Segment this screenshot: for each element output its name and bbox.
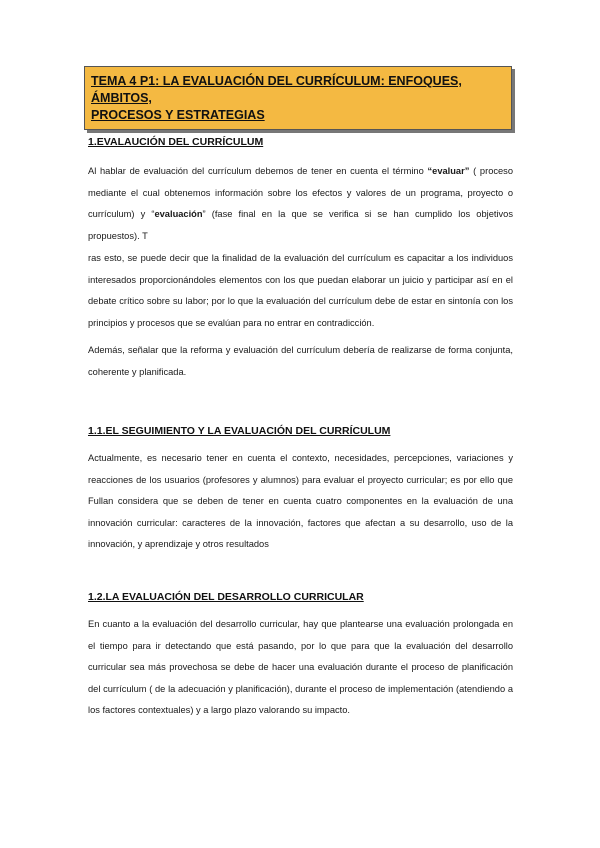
document-title — [84, 66, 512, 130]
section-1-1-paragraph-1: Actualmente, es necesario tener en cuenta el contexto, necesidades, percepciones, variaciones y reacciones de los usuarios (profesores y alumnos) para evaluar el proyecto curricular; es por ello que Fullan considera que se deben de tener en cuenta cuatro componentes en la evaluación de una innovación curricular: caracteres de la innovación, factores que afectan a su desarrollo, uso de la innovación, y aprendizaje y otros resultados — [88, 453, 513, 549]
section-1-paragraph-3: Además, señalar que la reforma y evaluación del currículum debería de realizarse de forma conjunta, coherente y planificada. — [88, 345, 513, 377]
text-run: ” (fase final en la que se verifica si se han cumplido los objetivos propuestos). T — [88, 209, 513, 241]
section-1-2-heading: 1.2.LA EVALUACIÓN DEL DESARROLLO CURRICULAR — [88, 591, 364, 603]
title-line-1: TEMA 4 P1: LA EVALUACIÓN DEL CURRÍCULUM: ENFOQUES, ÁMBITOS, — [91, 74, 462, 105]
text-run: Al hablar de evaluación del currículum debemos de tener en cuenta el término — [88, 166, 428, 176]
section-1-paragraph-2: ras esto, se puede decir que la finalidad de la evaluación del currículum es capacitar a los individuos interesados proporcionándoles elementos con los que puedan elaborar un juicio y participar así en el debate crítico sobre su labor; por lo que la evaluación del currículum debe de estar en sintonía con los principios y procesos que se evalúan para no entrar en contradicción. — [88, 253, 513, 328]
title-line-2: PROCESOS Y ESTRATEGIAS — [91, 108, 265, 122]
section-1-paragraph-1 — [88, 161, 513, 247]
text-run: ( proceso mediante el cual obtenemos información sobre los efectos y valores de un programa, proyecto o currículum) y “ — [88, 166, 513, 219]
section-1-heading: 1.EVALAUCIÓN DEL CURRÍCULUM — [88, 136, 264, 148]
section-1-2-paragraph-1: En cuanto a la evaluación del desarrollo curricular, hay que plantearse una evaluación prolongada en el tiempo para ir detectando que está pasando, por lo que para que la evaluación del desarrollo curricular sea más provechosa se debe de hacer una evaluación durante el proceso de planificación del currículum ( de la adecuación y planificación), durante el proceso de implementación (atendiendo a los factores contextuales) y a largo plazo valorando su impacto. — [88, 619, 513, 715]
term-evaluar: “evaluar” — [427, 166, 470, 176]
term-evaluacion: evaluación — [154, 209, 203, 219]
section-1-1-heading: 1.1.EL SEGUIMIENTO Y LA EVALUACIÓN DEL CURRÍCULUM — [88, 425, 391, 437]
